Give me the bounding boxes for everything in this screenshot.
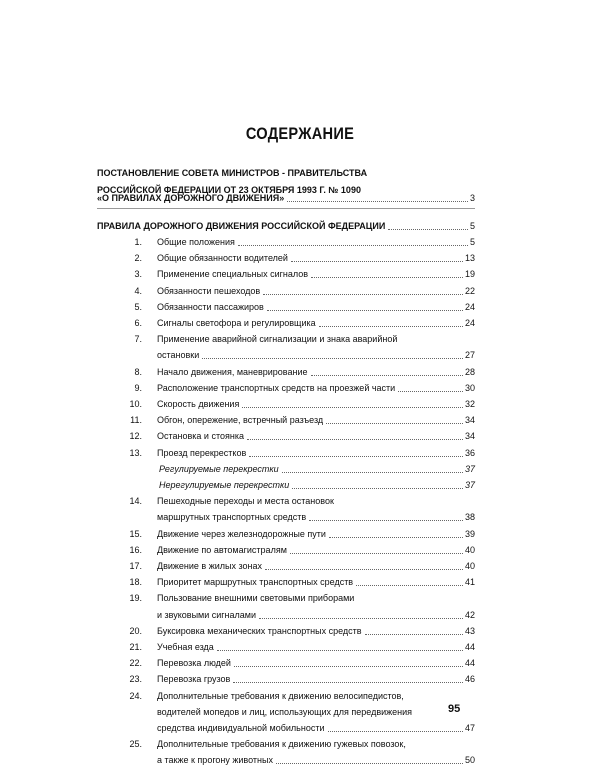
decree-line-3: «О ПРАВИЛАХ ДОРОЖНОГО ДВИЖЕНИЯ»: [97, 193, 285, 203]
toc-entry: [97, 753, 475, 768]
leader-dots: [276, 763, 463, 764]
toc-entry-text: [157, 316, 475, 331]
toc-entry-text: [157, 640, 475, 655]
toc-entry: [97, 300, 475, 315]
toc-entry-label: Учебная езда: [157, 642, 214, 652]
toc-entry-label: Проезд перекрестков: [157, 447, 247, 458]
toc-entry-page: 28: [464, 366, 475, 377]
toc-entry: [97, 527, 475, 542]
toc-entry-text: [157, 251, 475, 266]
leader-dots: [202, 358, 463, 359]
toc-entry-text: [157, 753, 475, 768]
toc-entry-page: 44: [464, 658, 475, 669]
toc-entry-page: 19: [464, 269, 475, 280]
decree-line-1: ПОСТАНОВЛЕНИЕ СОВЕТА МИНИСТРОВ - ПРАВИТЕЛЬСТВА: [97, 168, 368, 178]
toc-entry-number: 8.: [134, 366, 142, 377]
leader-dots: [326, 423, 463, 424]
leader-dots: [282, 472, 463, 473]
toc-entry: [97, 721, 475, 736]
toc-entry-page: 37: [464, 463, 475, 474]
toc-entry-page: 22: [464, 285, 475, 296]
toc-entry-number: 11.: [130, 415, 142, 426]
toc-entry-page: 32: [464, 399, 475, 409]
toc-entry-text: [159, 478, 475, 493]
toc-entry-label: Обгон, опережение, встречный разъезд: [157, 415, 324, 426]
toc-entry-page: 40: [464, 561, 475, 571]
toc-entry-text: [157, 397, 475, 412]
toc-entry: [97, 348, 475, 363]
toc-entry-label: Перевозка людей: [157, 658, 231, 669]
toc-entry-page: 37: [464, 480, 475, 490]
toc-entry-number: 21.: [129, 642, 142, 652]
toc-entry-text: [157, 348, 475, 363]
leader-dots: [287, 201, 468, 202]
toc-entry: [97, 656, 475, 671]
toc-entry-page: 44: [464, 642, 475, 652]
toc-entry: [97, 284, 475, 299]
leader-dots: [263, 294, 463, 295]
toc-entry-label: средства индивидуальной мобильности: [157, 723, 325, 733]
toc-entry-line-1: Дополнительные требования к движению велосипедистов,: [157, 690, 404, 701]
toc-entry-number: 20.: [129, 625, 142, 636]
toc-entry-number: 10.: [129, 399, 142, 409]
rules-heading: ПРАВИЛА ДОРОЖНОГО ДВИЖЕНИЯ РОССИЙСКОЙ ФЕДЕРАЦИИ: [97, 221, 386, 231]
toc-entry-text: [157, 559, 475, 574]
toc-entry-page: 43: [464, 625, 475, 636]
toc-entry-text: [157, 429, 475, 444]
leader-dots: [311, 277, 463, 278]
leader-dots: [309, 520, 463, 521]
toc-entry-number: 22.: [129, 658, 142, 669]
toc-entry-page: 38: [464, 512, 475, 523]
leader-dots: [267, 310, 463, 311]
toc-entry-text: [157, 300, 475, 315]
toc-entry-text: [157, 365, 475, 380]
decree-line-2: РОССИЙСКОЙ ФЕДЕРАЦИИ ОТ 23 ОКТЯБРЯ 1993 Г. № 1090: [97, 185, 361, 195]
rules-page: 5: [469, 221, 475, 231]
toc-entry-text: [157, 284, 475, 299]
toc-entry-label: а также к прогону животных: [157, 755, 273, 766]
toc-entry-number: 12.: [129, 431, 142, 442]
toc-entry-number: 13.: [129, 447, 142, 458]
toc-entry: [97, 316, 475, 331]
toc-entry: [97, 640, 475, 655]
toc-decree-row: [97, 191, 475, 206]
toc-entry: [97, 251, 475, 266]
toc-entry-text: [157, 656, 475, 671]
leader-dots: [319, 326, 463, 327]
toc-entry-text: [159, 462, 475, 477]
toc-entry-text: [157, 543, 475, 558]
toc-entry-text: [157, 446, 475, 461]
leader-dots: [265, 569, 463, 570]
toc-entry-number: 9.: [134, 382, 142, 393]
toc-entry-number: 18.: [129, 577, 142, 588]
toc-entry-label: Остановка и стоянка: [157, 431, 244, 442]
page-number: 95: [448, 703, 461, 715]
toc-entry: [97, 543, 475, 558]
toc-entry-label: Скорость движения: [157, 399, 240, 409]
toc-entry-line-1: Пешеходные переходы и места остановок: [157, 496, 334, 507]
leader-dots: [329, 537, 463, 538]
toc-entry-page: 27: [464, 350, 475, 361]
toc-entry-label: Движение в жилых зонах: [157, 561, 262, 571]
toc-entry-number: 24.: [129, 690, 142, 701]
toc-entry-text: [157, 721, 475, 736]
leader-dots: [234, 666, 463, 667]
toc-entry-page: 24: [464, 301, 475, 312]
toc-entry-text: [157, 510, 475, 525]
toc-entry: [97, 413, 475, 428]
leader-dots: [249, 456, 463, 457]
leader-dots: [365, 634, 463, 635]
toc-entry-label: Перевозка грузов: [157, 674, 231, 685]
toc-entry: [97, 462, 475, 477]
toc-entry: [97, 397, 475, 412]
toc-entry-page: 50: [464, 755, 475, 766]
toc-rules-row: [97, 219, 475, 234]
separator-line: [97, 208, 475, 209]
toc-entry-label: Сигналы светофора и регулировщика: [157, 318, 316, 328]
toc-entry-text: [157, 235, 475, 250]
toc-entry-label: Обязанности пассажиров: [157, 301, 264, 312]
toc-entry-number-row: [97, 591, 475, 606]
toc-entry-line-1: Пользование внешними световыми приборами: [157, 593, 355, 604]
toc-entry-label: Движение через железнодорожные пути: [157, 528, 326, 539]
toc-entry-label: Буксировка механических транспортных средств: [157, 625, 362, 636]
toc-entry-line-1: Дополнительные требования к движению гужевых повозок,: [157, 739, 406, 750]
toc-entry-label: Обязанности пешеходов: [157, 285, 261, 296]
toc-entry-text: [157, 575, 475, 590]
toc-entry-page: 46: [464, 674, 475, 685]
toc-entry-number: 4.: [134, 285, 142, 296]
toc-entry-page: 34: [464, 415, 475, 426]
toc-entry-page: 30: [464, 382, 475, 393]
leader-dots: [356, 585, 463, 586]
toc-entry-number: 5.: [134, 301, 142, 312]
toc-entry-number-row: [97, 332, 475, 347]
toc-entry-page: 39: [464, 528, 475, 539]
toc-entry-label: остановки: [157, 350, 200, 361]
toc-entry-number: 7.: [134, 334, 142, 345]
decree-page: 3: [469, 193, 475, 203]
toc-entry: [97, 510, 475, 525]
toc-entry: [97, 478, 475, 493]
toc-entry-page: 34: [464, 431, 475, 442]
leader-dots: [233, 682, 463, 683]
leader-dots: [238, 245, 468, 246]
leader-dots: [292, 488, 463, 489]
toc-entry: [97, 608, 475, 623]
toc-entry-label: Приоритет маршрутных транспортных средств: [157, 577, 354, 588]
toc-entry: [97, 365, 475, 380]
toc-entry-number: 19.: [129, 593, 142, 604]
toc-entry-number: 16.: [129, 544, 142, 555]
toc-entry-page: 36: [464, 447, 475, 458]
toc-entry: [97, 267, 475, 282]
page-title: СОДЕРЖАНИЕ: [245, 124, 355, 143]
leader-dots: [290, 553, 463, 554]
toc-entry-number-row: [97, 689, 475, 704]
leader-dots: [388, 229, 468, 230]
toc-entry-line-1: Применение аварийной сигнализации и знака аварийной: [157, 334, 398, 345]
toc-entry: [97, 446, 475, 461]
toc-entry-number: 6.: [134, 318, 142, 328]
toc-entry-text: [157, 381, 475, 396]
toc-entry-line-2: водителей мопедов и лиц, использующих для передвижения: [157, 706, 413, 717]
toc-entry: [97, 235, 475, 250]
toc-entry-label: маршрутных транспортных средств: [157, 512, 307, 523]
toc-entry-label: Общие положения: [157, 237, 235, 247]
toc-entry-page: 13: [464, 253, 475, 264]
toc-entry-label: и звуковыми сигналами: [157, 609, 257, 620]
leader-dots: [328, 731, 463, 732]
toc-entry: [97, 559, 475, 574]
toc-entry: [97, 624, 475, 639]
toc-entry-text: [157, 267, 475, 282]
toc-entry-number: 25.: [129, 739, 142, 750]
leader-dots: [291, 261, 463, 262]
toc-entry-number: 23.: [129, 674, 142, 685]
toc-entry-number: 15.: [129, 528, 142, 539]
leader-dots: [259, 618, 463, 619]
toc-entry-page: 41: [464, 577, 475, 588]
toc-entry: [97, 672, 475, 687]
toc-entry-text: [157, 608, 475, 623]
toc-entry-page: 24: [464, 318, 475, 328]
toc-entry: [97, 575, 475, 590]
toc-entry-label: Применение специальных сигналов: [157, 269, 309, 280]
leader-dots: [311, 375, 463, 376]
toc-entry-label: Нерегулируемые перекрестки: [159, 480, 290, 490]
toc-entry-number: 1.: [134, 237, 142, 247]
toc-entry-label: Движение по автомагистралям: [157, 544, 287, 555]
toc-entry-label: Регулируемые перекрестки: [159, 463, 279, 474]
leader-dots: [247, 439, 463, 440]
toc-entry-number: 14.: [129, 496, 142, 507]
toc-entry-label: Расположение транспортных средств на проезжей части: [157, 382, 396, 393]
toc-entry-number-row: [97, 494, 475, 509]
toc-entry-text: [157, 413, 475, 428]
leader-dots: [398, 391, 463, 392]
toc-entry: [97, 381, 475, 396]
toc-entry-page: 42: [464, 609, 475, 620]
toc-entry-text: [157, 624, 475, 639]
toc-entry: [97, 429, 475, 444]
toc-entry-page: 40: [464, 544, 475, 555]
toc-entry-page: 5: [469, 237, 475, 247]
toc-entry-page: 47: [464, 723, 475, 733]
toc-entry-number: 2.: [134, 253, 142, 264]
toc-entry-number: 3.: [134, 269, 142, 280]
toc-entry-text: [157, 672, 475, 687]
toc-entry-number: 17.: [129, 561, 142, 571]
toc-entry-label: Начало движения, маневрирование: [157, 366, 308, 377]
toc-entry-label: Общие обязанности водителей: [157, 253, 288, 264]
toc-entry-text: [157, 527, 475, 542]
leader-dots: [242, 407, 463, 408]
leader-dots: [217, 650, 463, 651]
